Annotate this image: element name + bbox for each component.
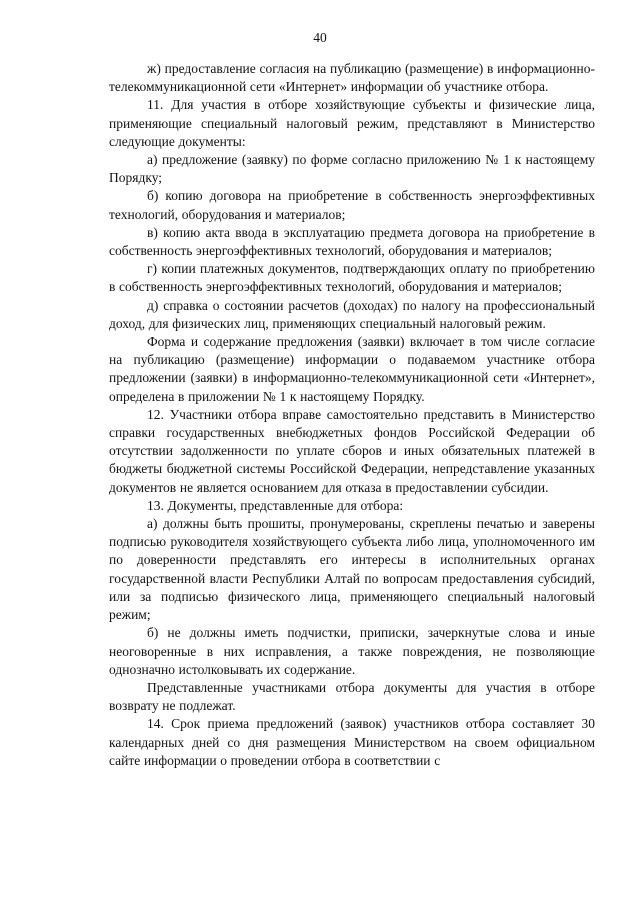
paragraph-item-a-binding: а) должны быть прошиты, пронумерованы, скреплены печатью и заверены подписью руководителя хозяйствующего субъекта либо лица, уполномоченного им по доверенности представлять его интересы в исполнительных органах государственной власти Республики Алтай по вопросам предоставления субсидий, или за подписью физического лица, применяющего специальный налоговый режим; bbox=[109, 516, 595, 623]
paragraph-item-g-payment-docs: г) копии платежных документов, подтверждающих оплату по приобретению в собственность энергоэффективных технологий, оборудования и материалов; bbox=[109, 261, 595, 295]
paragraph-item-v-commissioning-act: в) копию акта ввода в эксплуатацию предмета договора на приобретение в собственность энергоэффективных технологий, оборудования и материалов; bbox=[109, 224, 595, 259]
paragraph-item-a-application: а) предложение (заявку) по форме согласно приложению № 1 к настоящему Порядку; bbox=[109, 152, 595, 186]
paragraph-clause-13: 13. Документы, представленные для отбора: bbox=[147, 497, 404, 513]
paragraph-item-b-contract-copy: б) копию договора на приобретение в собственность энергоэффективных технологий, оборудования и материалов; bbox=[109, 188, 595, 222]
paragraph-clause-12: 12. Участники отбора вправе самостоятельно представить в Министерство справки государственных внебюджетных фондов Российской Федерации об отсутствии задолженности по уплате сборов и иных обязательных платежей в бюджеты бюджетной системы Российской Федерации, непредставление указанных документов не является основанием для отказа в предоставлении субсидии. bbox=[109, 406, 595, 495]
document-body bbox=[109, 60, 595, 770]
paragraph-clause-14: 14. Срок приема предложений (заявок) участников отбора составляет 30 календарных дней со дня размещения Министерством на своем официальном сайте информации о проведении отбора в соответствии с bbox=[109, 716, 595, 768]
paragraph-item-b-no-corrections: б) не должны иметь подчистки, приписки, зачеркнутые слова и иные неоговоренные в них исправления, а также повреждения, не позволяющие однозначно истолковывать их содержание. bbox=[109, 625, 595, 677]
paragraph-no-return: Представленные участниками отбора документы для участия в отборе возврату не подлежат. bbox=[109, 679, 595, 714]
paragraph-item-d-tax-certificate: д) справка о состоянии расчетов (доходах) по налогу на профессиональный доход, для физических лиц, применяющих специальный налоговый режим. bbox=[109, 297, 595, 331]
paragraph-item-zh-consent: ж) предоставление согласия на публикацию (размещение) в информационно-телекоммуникационной сети «Интернет» информации об участнике отбора. bbox=[109, 61, 595, 95]
page-number: 40 bbox=[313, 30, 327, 45]
paragraph-clause-11: 11. Для участия в отборе хозяйствующие субъекты и физические лица, применяющие специальный налоговый режим, представляют в Министерство следующие документы: bbox=[109, 97, 595, 149]
paragraph-form-content: Форма и содержание предложения (заявки) включает в том числе согласие на публикацию (размещение) информации о подаваемом участнике отбора предложении (заявки) в информационно-телекоммуникационной сети «Интернет», определена в приложении № 1 к настоящему Порядку. bbox=[109, 334, 595, 404]
